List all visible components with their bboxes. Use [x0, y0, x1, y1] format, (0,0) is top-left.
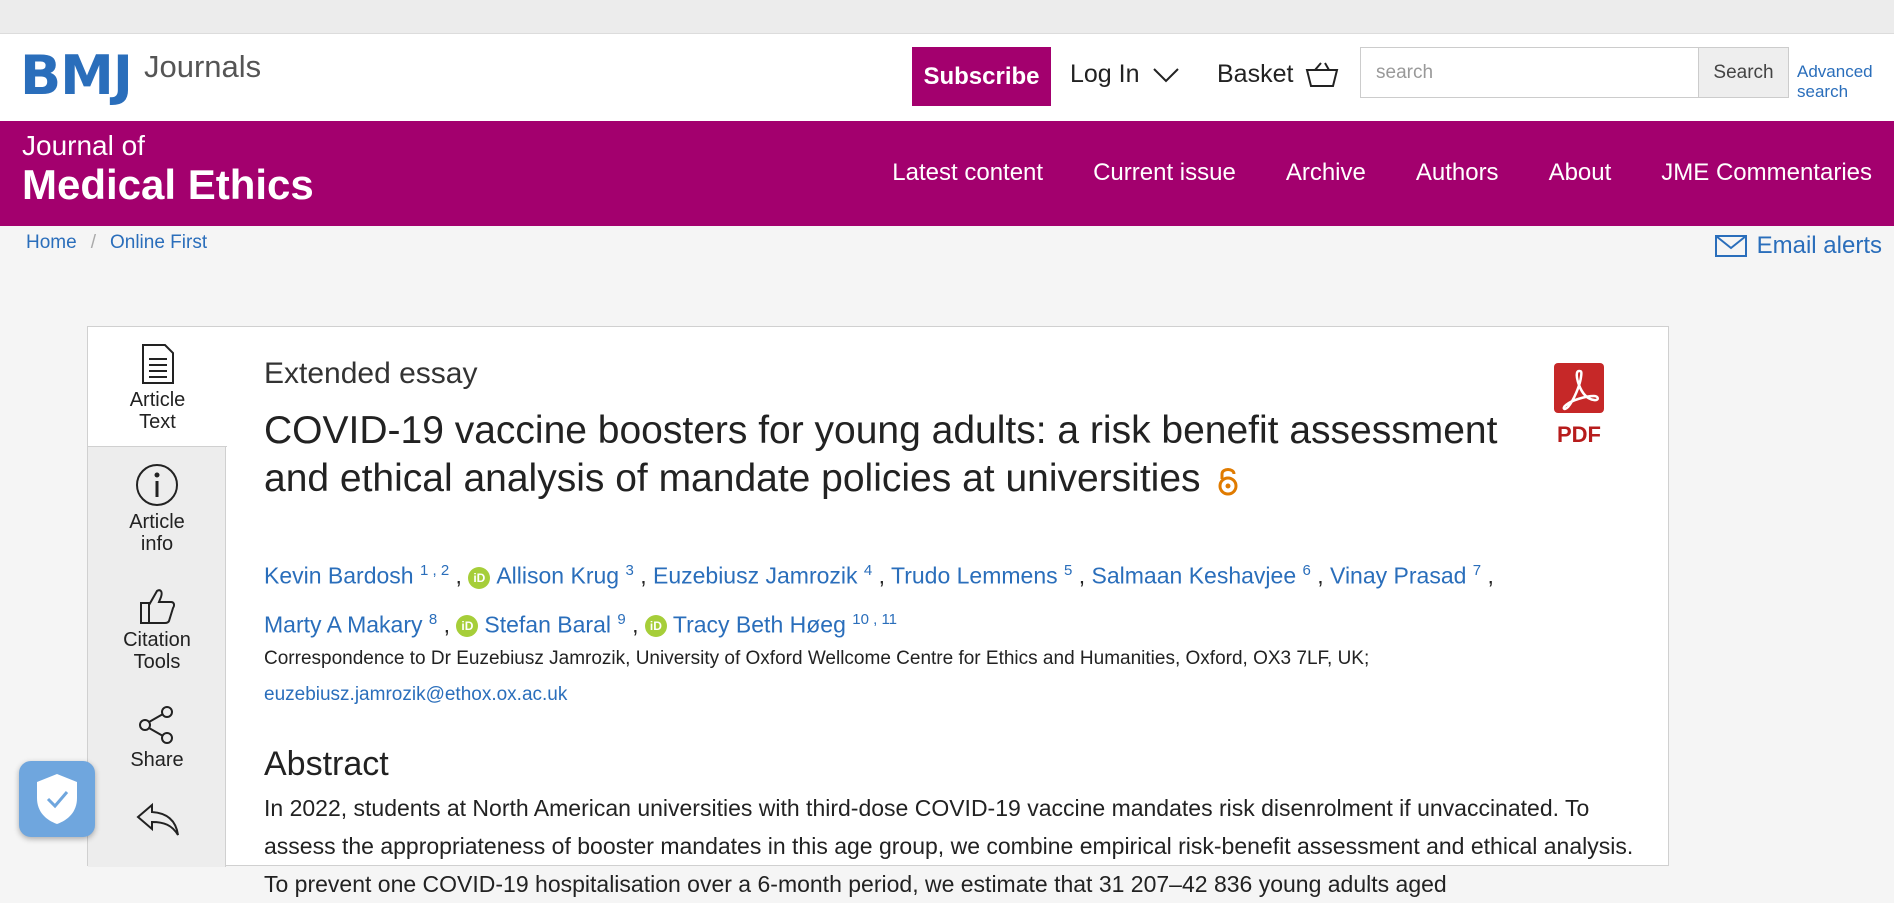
- author-separator: ,: [437, 611, 457, 638]
- author-link[interactable]: Tracy Beth Høeg: [672, 611, 846, 638]
- tool-article-text[interactable]: [88, 327, 227, 447]
- breadcrumb-online-first[interactable]: Online First: [109, 232, 208, 253]
- author-link[interactable]: Kevin Bardosh: [264, 562, 414, 589]
- author-list: [264, 549, 1544, 646]
- author-affiliation: 3: [625, 562, 634, 579]
- share-icon: [137, 705, 177, 745]
- journal-band: [0, 121, 1894, 226]
- nav-current-issue[interactable]: Current issue: [1093, 159, 1236, 186]
- site-header: [0, 34, 1894, 121]
- subscribe-button[interactable]: Subscribe: [912, 47, 1051, 106]
- logo-bmj: BMJ: [20, 44, 132, 107]
- open-access-icon: [1217, 466, 1239, 496]
- tool-article-info[interactable]: [88, 463, 226, 555]
- author-affiliation: 10 , 11: [852, 610, 898, 628]
- bmj-journals-logo[interactable]: [20, 46, 261, 106]
- search-button[interactable]: Search: [1698, 47, 1789, 98]
- privacy-shield-button[interactable]: [19, 761, 95, 837]
- author-separator: ,: [1310, 562, 1331, 589]
- envelope-icon: [1715, 235, 1747, 257]
- abstract-text: In 2022, students at North American universities with third-dose COVID-19 vaccine mandates risk disenrolment if unvaccinated. To assess the appropriateness of booster mandates in this age group, we combine empirical risk-benefit assessment and ethical analysis. To prevent one COVID-19 hospitalisation over a 6-month period, we estimate that 31 207–42 836 young adults aged: [264, 795, 1634, 897]
- author-link[interactable]: Allison Krug: [496, 562, 620, 589]
- nav-about[interactable]: About: [1548, 159, 1612, 186]
- reply-icon: [134, 801, 180, 841]
- pdf-label: PDF: [1557, 422, 1601, 447]
- breadcrumb-separator: /: [90, 232, 96, 253]
- email-alerts-label: Email alerts: [1756, 232, 1882, 259]
- login-label: Log In: [1070, 60, 1140, 88]
- tool-reply[interactable]: [88, 801, 226, 845]
- orcid-icon[interactable]: iD: [645, 615, 667, 637]
- author-separator: ,: [1481, 562, 1494, 589]
- basket-label: Basket: [1217, 60, 1294, 88]
- author-affiliation: 5: [1064, 562, 1073, 579]
- tool-citation-tools-label-1: Citation: [123, 629, 191, 651]
- document-icon: [141, 343, 175, 385]
- email-alerts-link[interactable]: [1715, 232, 1882, 260]
- article-title-text: COVID-19 vaccine boosters for young adults: a risk benefit assessment and ethical analysis of mandate policies at universities: [264, 409, 1498, 500]
- info-icon: [135, 463, 179, 507]
- browser-strip: [0, 0, 1894, 34]
- logo-journals: Journals: [144, 49, 262, 84]
- article-type: Extended essay: [264, 357, 478, 390]
- chevron-down-icon: [1152, 67, 1180, 83]
- search-input[interactable]: [1360, 47, 1699, 98]
- basket-icon: [1305, 62, 1339, 88]
- author-link[interactable]: Trudo Lemmens: [891, 562, 1058, 589]
- correspondence-email[interactable]: euzebiusz.jamrozik@ethox.ox.ac.uk: [264, 684, 568, 705]
- author-separator: ,: [625, 611, 645, 638]
- tool-article-info-label-2: info: [140, 533, 174, 555]
- correspondence-text: Correspondence to Dr Euzebiusz Jamrozik, University of Oxford Wellcome Centre for Ethics and Humanities, Oxford, OX3 7LF, UK;: [264, 648, 1370, 669]
- journal-name-line2: Medical Ethics: [22, 161, 314, 208]
- author-link[interactable]: Salmaan Keshavjee: [1091, 562, 1297, 589]
- tool-article-text-label-2: Text: [139, 411, 176, 433]
- journal-brand[interactable]: [22, 131, 314, 209]
- tool-citation-tools[interactable]: [88, 585, 226, 673]
- basket-link[interactable]: [1217, 60, 1339, 89]
- author-link[interactable]: Vinay Prasad: [1330, 562, 1467, 589]
- article-tools: [88, 327, 226, 867]
- orcid-icon[interactable]: iD: [456, 615, 478, 637]
- tool-share-label: Share: [130, 749, 184, 771]
- author-separator: ,: [449, 562, 469, 589]
- author-affiliation: 6: [1302, 562, 1311, 579]
- author-link[interactable]: Stefan Baral: [484, 611, 611, 638]
- author-affiliation: 1 , 2: [419, 562, 450, 579]
- author-affiliation: 9: [617, 610, 626, 628]
- tool-article-text-label-1: Article: [129, 389, 186, 411]
- advanced-search-link[interactable]: Advanced search: [1797, 62, 1873, 101]
- author-separator: ,: [872, 562, 892, 589]
- author-link[interactable]: Euzebiusz Jamrozik: [652, 562, 858, 589]
- author-separator: ,: [1072, 562, 1092, 589]
- tool-share[interactable]: [88, 705, 226, 771]
- nav-latest-content[interactable]: Latest content: [892, 159, 1044, 186]
- tool-citation-tools-label-2: Tools: [133, 651, 181, 673]
- author-link[interactable]: Marty A Makary: [264, 611, 423, 638]
- pdf-icon: [1554, 363, 1604, 413]
- nav-authors[interactable]: Authors: [1415, 159, 1499, 186]
- author-affiliation: 7: [1472, 562, 1482, 579]
- breadcrumb: [26, 232, 207, 254]
- login-menu[interactable]: [1070, 60, 1180, 89]
- author-affiliation: 8: [428, 610, 438, 628]
- article-container: [87, 326, 1669, 897]
- breadcrumb-home[interactable]: Home: [26, 232, 77, 253]
- orcid-icon[interactable]: iD: [468, 567, 490, 589]
- author-affiliation: 4: [863, 562, 873, 579]
- correspondence: [264, 641, 1564, 713]
- nav-jme-commentaries[interactable]: JME Commentaries: [1661, 159, 1872, 186]
- journal-nav: [842, 159, 1872, 187]
- pdf-download[interactable]: [1549, 363, 1609, 448]
- abstract-heading: Abstract: [264, 745, 389, 783]
- shield-check-icon: [34, 772, 80, 826]
- nav-archive[interactable]: Archive: [1285, 159, 1366, 186]
- tool-article-info-label-1: Article: [129, 511, 185, 533]
- author-separator: ,: [633, 562, 653, 589]
- journal-name-line1: Journal of: [22, 130, 145, 161]
- thumbs-up-icon: [137, 585, 177, 625]
- article-title: [264, 407, 1504, 503]
